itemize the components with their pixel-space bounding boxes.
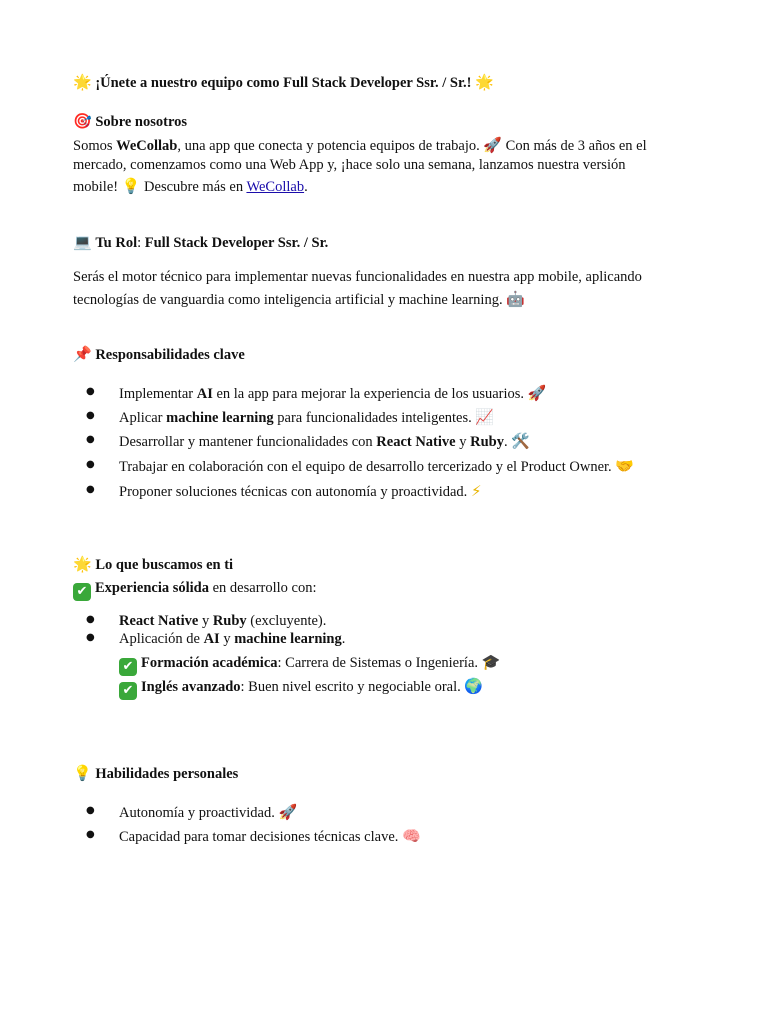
handshake-icon: 🤝 <box>615 457 634 475</box>
role-desc-line-2 <box>73 288 525 311</box>
item-text: (excluyente). <box>246 613 327 629</box>
list-item <box>119 480 481 503</box>
bullet-icon: ● <box>86 632 95 643</box>
list-item <box>119 801 297 824</box>
about-line-2: mercado, comenzamos como una Web App y, ¡hace solo una semana, lanzamos nuestra versión <box>73 157 626 173</box>
list-item <box>119 628 345 650</box>
rocket-icon: 🚀 <box>527 384 547 402</box>
glowing-star-icon: 🌟 <box>475 73 494 91</box>
bullet-icon: ● <box>86 805 95 816</box>
item-bold: AI <box>196 386 213 402</box>
english-line <box>119 675 483 700</box>
item-bold: machine learning <box>166 410 274 426</box>
list-item <box>119 430 530 453</box>
role-desc-text: tecnologías de vanguardia como inteligencia artificial y machine learning. <box>73 292 503 308</box>
english-label: Inglés avanzado <box>141 679 241 695</box>
experience-label: Experiencia sólida <box>95 580 209 596</box>
item-text: Aplicar <box>119 410 167 426</box>
glowing-star-icon: 🌟 <box>73 555 92 573</box>
education-label: Formación académica <box>141 655 278 671</box>
bullet-icon: ● <box>86 434 95 445</box>
seeking-heading <box>73 553 233 576</box>
about-text: Descubre más en <box>140 179 247 195</box>
item-text: . <box>341 631 346 647</box>
pushpin-icon: 📌 <box>73 345 92 363</box>
light-bulb-icon: 💡 <box>73 764 92 782</box>
item-bold: React Native <box>119 613 199 629</box>
chart-increasing-icon: 📈 <box>475 408 495 426</box>
item-bold: Ruby <box>212 613 247 629</box>
bullet-icon: ● <box>86 459 95 470</box>
list-item <box>119 825 421 848</box>
role-heading <box>73 231 328 254</box>
item-bold: AI <box>203 631 220 647</box>
graduation-cap-icon: 🎓 <box>481 653 501 671</box>
check-mark-icon: ✔ <box>119 658 137 676</box>
item-text: Aplicación de <box>119 631 204 647</box>
item-text: y <box>198 613 213 629</box>
education-line <box>119 651 500 676</box>
about-text: , una app que conecta y potencia equipos de trabajo. <box>177 138 480 154</box>
item-text: Desarrollar y mantener funcionalidades con <box>119 434 377 450</box>
glowing-star-icon: 🌟 <box>73 73 92 91</box>
bullet-icon: ● <box>86 484 95 495</box>
bullet-icon: ● <box>86 386 95 397</box>
item-text: en la app para mejorar la experiencia de los usuarios. <box>212 386 525 402</box>
item-text: para funcionalidades inteligentes. <box>273 410 472 426</box>
rocket-icon: 🚀 <box>278 803 298 821</box>
about-text: Con más de 3 años en el <box>502 138 647 154</box>
education-text: : Carrera de Sistemas o Ingeniería. <box>277 655 479 671</box>
item-text: Capacidad para tomar decisiones técnicas clave. <box>119 829 399 845</box>
about-heading <box>73 110 187 133</box>
about-heading-text: Sobre nosotros <box>95 114 188 130</box>
list-item <box>119 455 634 478</box>
item-bold: React Native <box>376 434 456 450</box>
item-text: Proponer soluciones técnicas con autonomía y proactividad. <box>119 484 468 500</box>
experience-line <box>73 577 317 601</box>
bullet-icon: ● <box>86 829 95 840</box>
role-desc-line-1: Serás el motor técnico para implementar nuevas funcionalidades en nuestra app mobile, aplicando <box>73 269 642 285</box>
light-bulb-icon: 💡 <box>121 177 141 195</box>
item-text: Autonomía y proactividad. <box>119 805 275 821</box>
role-separator: : <box>137 235 145 251</box>
check-mark-icon: ✔ <box>119 682 137 700</box>
responsibilities-heading-text: Responsabilidades clave <box>95 347 245 363</box>
english-text: : Buen nivel escrito y negociable oral. <box>240 679 461 695</box>
bullet-icon: ● <box>86 614 95 625</box>
brand-name: WeCollab <box>116 138 178 154</box>
target-icon: 🎯 <box>73 112 92 130</box>
laptop-icon: 💻 <box>73 233 92 251</box>
item-text: Trabajar en colaboración con el equipo de desarrollo tercerizado y el Product Owner. <box>119 459 612 475</box>
globe-icon: 🌍 <box>464 677 484 695</box>
item-text: y <box>455 434 471 450</box>
hammer-and-wrench-icon: 🛠️ <box>511 432 530 450</box>
item-text: . <box>503 434 508 450</box>
check-mark-icon: ✔ <box>73 583 91 601</box>
experience-text: en desarrollo con: <box>209 580 317 596</box>
role-title: Full Stack Developer Ssr. / Sr. <box>144 235 329 251</box>
list-item <box>119 382 546 405</box>
title-text: ¡Únete a nuestro equipo como Full Stack Developer Ssr. / Sr.! <box>95 75 472 91</box>
wecollab-link[interactable]: WeCollab <box>246 179 305 195</box>
responsibilities-heading <box>73 343 245 366</box>
rocket-icon: 🚀 <box>483 136 503 154</box>
skills-heading-text: Habilidades personales <box>95 766 239 782</box>
about-text: Somos <box>73 138 117 154</box>
item-bold: Ruby <box>470 434 504 450</box>
about-text: . <box>304 179 308 195</box>
robot-icon: 🤖 <box>506 290 525 308</box>
item-bold: machine learning <box>234 631 342 647</box>
item-text: y <box>219 631 235 647</box>
list-item <box>119 406 494 429</box>
about-text: mobile! <box>73 179 119 195</box>
about-line-3 <box>73 175 308 198</box>
role-label: Tu Rol <box>95 235 138 251</box>
lightning-icon: ⚡ <box>470 482 482 500</box>
bullet-icon: ● <box>86 410 95 421</box>
seeking-heading-text: Lo que buscamos en ti <box>95 557 234 573</box>
skills-heading <box>73 762 238 785</box>
item-text: Implementar <box>119 386 197 402</box>
posting-title <box>73 71 494 94</box>
brain-icon: 🧠 <box>402 827 421 845</box>
